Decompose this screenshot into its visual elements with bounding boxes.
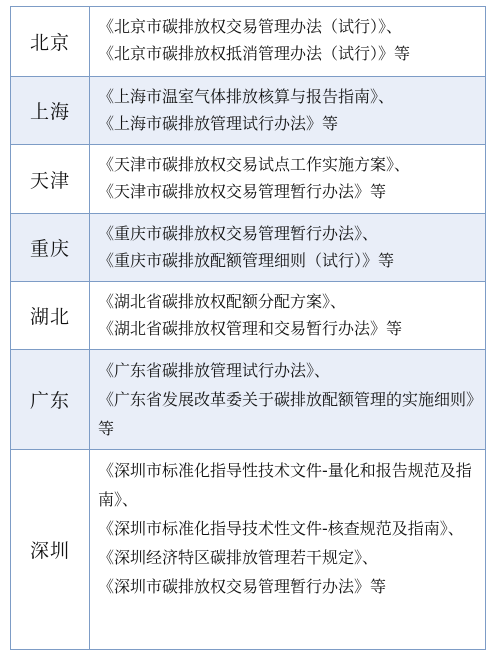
document-title: 《深圳市标准化指导技术性文件-核查规范及指南》、 (98, 519, 464, 538)
table-row (11, 7, 485, 77)
document-title: 《广东省发展改革委关于碳排放配额管理的实施细则》等 (98, 390, 475, 438)
document-title: 《湖北省碳排放权配额分配方案》、 (98, 292, 347, 311)
documents-cell (90, 145, 485, 213)
documents-cell (90, 214, 485, 281)
document-title: 《天津市碳排放权交易试点工作实施方案》、 (98, 155, 411, 174)
document-title: 《广东省碳排放管理试行办法》、 (98, 361, 331, 380)
table-row (11, 450, 485, 649)
document-title: 《湖北省碳排放权管理和交易暂行办法》等 (98, 319, 403, 338)
document-title: 《上海市碳排放管理试行办法》等 (98, 114, 339, 133)
document-title: 《天津市碳排放权交易管理暂行办法》等 (98, 182, 387, 201)
document-title: 《深圳市碳排放权交易管理暂行办法》等 (98, 577, 387, 596)
table-row (11, 282, 485, 350)
table-row (11, 77, 485, 145)
table-row (11, 145, 485, 214)
table-row (11, 350, 485, 450)
city-cell: 湖北 (11, 282, 90, 349)
documents-cell (90, 7, 485, 76)
document-title: 《北京市碳排放权交易管理办法（试行）》、 (98, 17, 403, 36)
document-title: 《深圳经济特区碳排放管理若干规定》、 (98, 548, 379, 567)
documents-cell (90, 450, 485, 649)
city-cell: 天津 (11, 145, 90, 213)
table-row (11, 214, 485, 282)
document-title: 《重庆市碳排放配额管理细则（试行）》等 (98, 251, 395, 270)
document-title: 《深圳市标准化指导性技术文件-量化和报告规范及指南》、 (98, 461, 472, 509)
document-title: 《重庆市碳排放权交易管理暂行办法》、 (98, 224, 379, 243)
city-cell: 上海 (11, 77, 90, 144)
document-title: 《北京市碳排放权抵消管理办法（试行）》等 (98, 44, 411, 63)
city-cell: 北京 (11, 7, 90, 76)
regulations-table (10, 6, 486, 650)
documents-cell (90, 282, 485, 349)
document-title: 《上海市温室气体排放核算与报告指南》、 (98, 87, 395, 106)
city-cell: 深圳 (11, 450, 90, 649)
documents-cell (90, 350, 485, 449)
city-cell: 广东 (11, 350, 90, 449)
documents-cell (90, 77, 485, 144)
city-cell: 重庆 (11, 214, 90, 281)
